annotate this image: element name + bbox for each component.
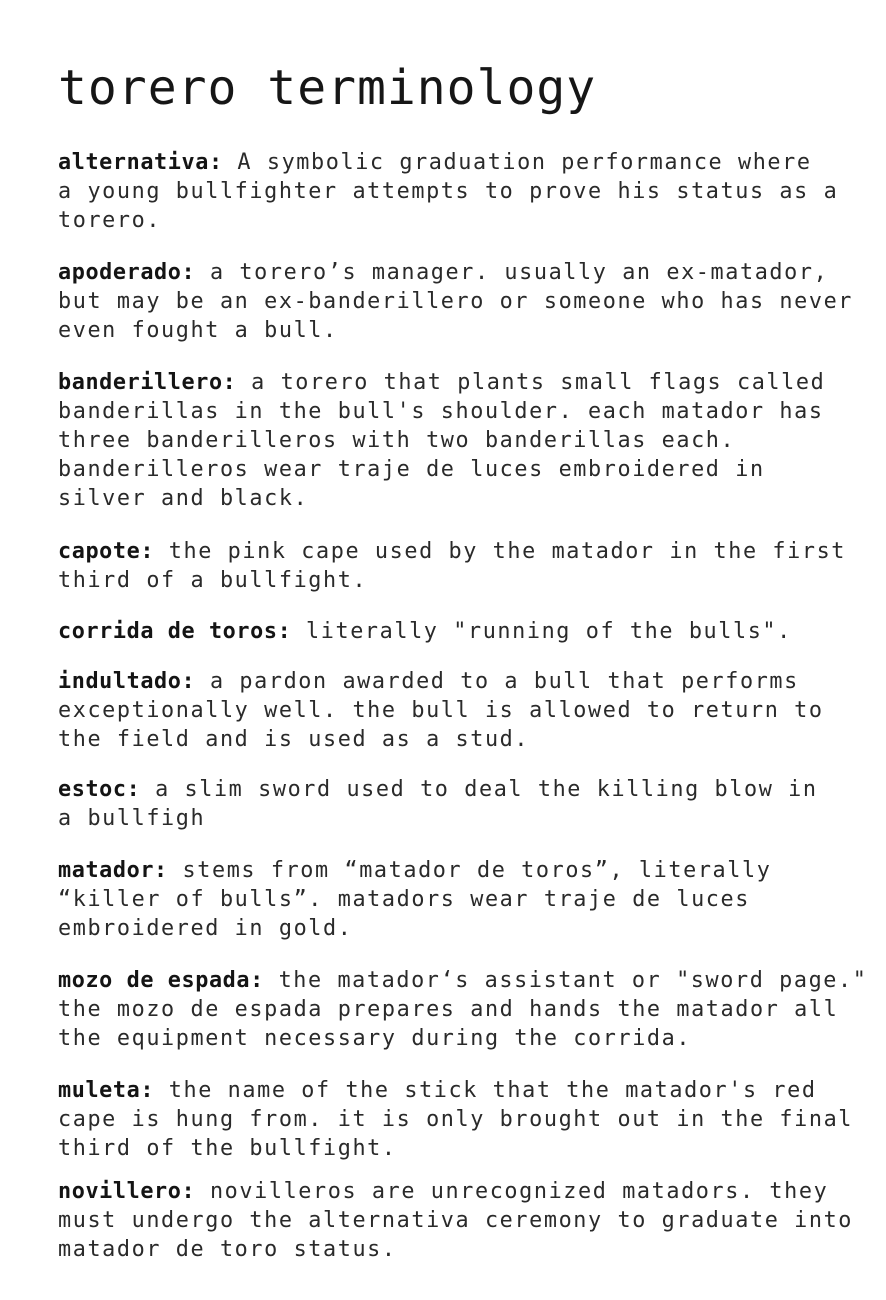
glossary-entry: [58, 258, 873, 345]
glossary-definition-text: cape is hung from. it is only brought out in the final: [58, 1107, 854, 1132]
glossary-term: banderillero:: [58, 370, 237, 395]
entry-line: [58, 667, 873, 696]
glossary-term: corrida de toros:: [58, 619, 292, 644]
entry-line: [58, 966, 873, 995]
glossary-definition-text: banderilleros wear traje de luces embroidered in: [58, 457, 765, 482]
entry-line: [58, 537, 873, 566]
glossary-definition-text: literally "running of the bulls".: [291, 619, 792, 644]
glossary-definition-text: third of the bullfight.: [58, 1136, 397, 1161]
glossary-definition-text: but may be an ex-banderillero or someone who has never: [58, 289, 854, 314]
entry-line: [58, 148, 873, 177]
glossary-definition-text: three banderilleros with two banderillas each.: [58, 428, 736, 453]
entry-line: [58, 617, 873, 646]
glossary-definition-text: torero.: [58, 208, 162, 233]
glossary-entry: [58, 775, 873, 833]
glossary-term: novillero:: [58, 1179, 196, 1204]
glossary-definition-text: third of a bullfight.: [58, 568, 368, 593]
entry-line: [58, 804, 873, 833]
glossary-list: [58, 148, 873, 1264]
entry-line: [58, 566, 873, 595]
entry-line: [58, 316, 873, 345]
glossary-definition-text: “killer of bulls”. matadors wear traje de luces: [58, 887, 750, 912]
entry-line: [58, 775, 873, 804]
glossary-definition-text: A symbolic graduation performance where: [222, 150, 812, 175]
entry-line: [58, 1134, 873, 1163]
glossary-term: matador:: [58, 858, 168, 883]
glossary-entry: [58, 966, 873, 1053]
glossary-definition-text: a slim sword used to deal the killing blow in: [140, 777, 818, 802]
glossary-entry: [58, 617, 873, 646]
glossary-definition-text: a torero that plants small flags called: [236, 370, 826, 395]
entry-line: [58, 725, 873, 754]
glossary-entry: [58, 537, 873, 595]
entry-line: [58, 995, 873, 1024]
glossary-definition-text: the mozo de espada prepares and hands the matador all: [58, 997, 839, 1022]
glossary-definition-text: the matador‘s assistant or "sword page.": [263, 968, 868, 993]
entry-line: [58, 885, 873, 914]
entry-line: [58, 368, 873, 397]
entry-line: [58, 258, 873, 287]
entry-line: [58, 287, 873, 316]
glossary-term: indultado:: [58, 669, 196, 694]
glossary-term: estoc:: [58, 777, 141, 802]
entry-line: [58, 177, 873, 206]
glossary-definition-text: a pardon awarded to a bull that performs: [195, 669, 799, 694]
document-page: [58, 58, 873, 1264]
entry-line: [58, 455, 873, 484]
glossary-term: alternativa:: [58, 150, 223, 175]
page-title: torero terminology: [58, 60, 597, 116]
glossary-definition-text: the pink cape used by the matador in the first: [154, 539, 847, 564]
glossary-term: capote:: [58, 539, 155, 564]
entry-line: [58, 856, 873, 885]
glossary-definition-text: banderillas in the bull's shoulder. each matador has: [58, 399, 824, 424]
glossary-entry: [58, 1177, 873, 1264]
entry-line: [58, 1235, 873, 1264]
glossary-definition-text: stems from “matador de toros”, literally: [167, 858, 772, 883]
glossary-term: muleta:: [58, 1078, 155, 1103]
glossary-definition-text: exceptionally well. the bull is allowed to return to: [58, 698, 824, 723]
glossary-term: apoderado:: [58, 260, 196, 285]
entry-line: [58, 1024, 873, 1053]
glossary-definition-text: embroidered in gold.: [58, 916, 353, 941]
glossary-definition-text: must undergo the alternativa ceremony to graduate into: [58, 1208, 854, 1233]
glossary-entry: [58, 1076, 873, 1163]
entry-line: [58, 484, 873, 513]
glossary-definition-text: the equipment necessary during the corrida.: [58, 1026, 692, 1051]
glossary-definition-text: silver and black.: [58, 486, 309, 511]
glossary-definition-text: a bullfigh: [58, 806, 206, 831]
entry-line: [58, 914, 873, 943]
glossary-definition-text: the name of the stick that the matador's red: [154, 1078, 817, 1103]
glossary-definition-text: the field and is used as a stud.: [58, 727, 530, 752]
glossary-definition-text: novilleros are unrecognized matadors. they: [195, 1179, 829, 1204]
entry-line: [58, 206, 873, 235]
glossary-entry: [58, 368, 873, 513]
entry-line: [58, 696, 873, 725]
glossary-entry: [58, 856, 873, 943]
entry-line: [58, 1206, 873, 1235]
entry-line: [58, 397, 873, 426]
glossary-entry: [58, 667, 873, 754]
entry-line: [58, 1076, 873, 1105]
glossary-term: mozo de espada:: [58, 968, 264, 993]
entry-line: [58, 426, 873, 455]
glossary-definition-text: a young bullfighter attempts to prove his status as a: [58, 179, 839, 204]
glossary-definition-text: a torero’s manager. usually an ex-matador,: [195, 260, 829, 285]
glossary-definition-text: matador de toro status.: [58, 1237, 397, 1262]
entry-line: [58, 1177, 873, 1206]
glossary-entry: [58, 148, 873, 235]
entry-line: [58, 1105, 873, 1134]
glossary-definition-text: even fought a bull.: [58, 318, 338, 343]
